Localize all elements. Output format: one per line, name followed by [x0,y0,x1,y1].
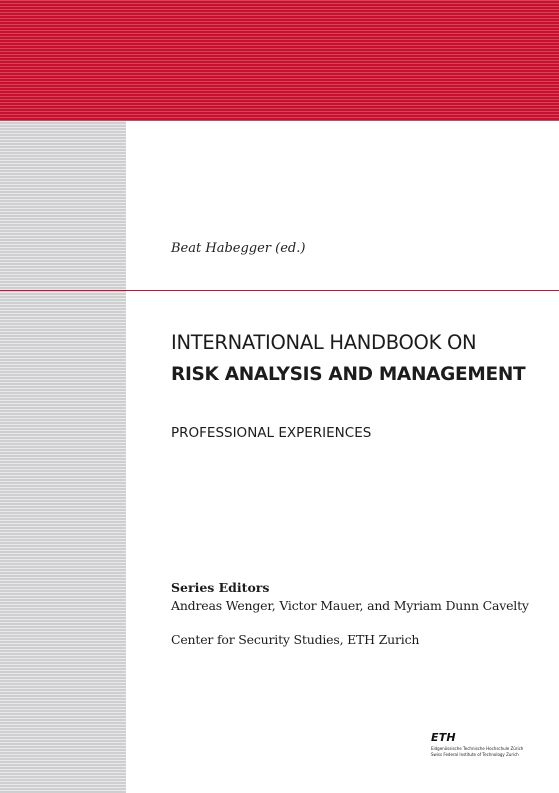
eth-logo-line-2: Swiss Federal Institute of Technology Zurich [431,752,519,757]
title-line-1: INTERNATIONAL HANDBOOK ON [171,331,477,354]
red-rule-line [0,290,559,291]
eth-logo-line-1: Eidgenössische Technische Hochschule Zürich [431,746,524,751]
editor-credit: Beat Habegger (ed.) [171,241,306,256]
series-editors-names: Andreas Wenger, Victor Mauer, and Myriam Dunn Cavelty [171,598,529,613]
subtitle: PROFESSIONAL EXPERIENCES [171,425,372,441]
eth-logo [431,731,541,765]
left-gray-band [0,121,126,793]
series-editors-heading: Series Editors [171,580,270,595]
title-line-2: RISK ANALYSIS AND MANAGEMENT [171,364,526,385]
institution-line: Center for Security Studies, ETH Zurich [171,632,420,647]
top-red-band [0,0,559,121]
eth-wordmark: ETH [431,731,456,744]
